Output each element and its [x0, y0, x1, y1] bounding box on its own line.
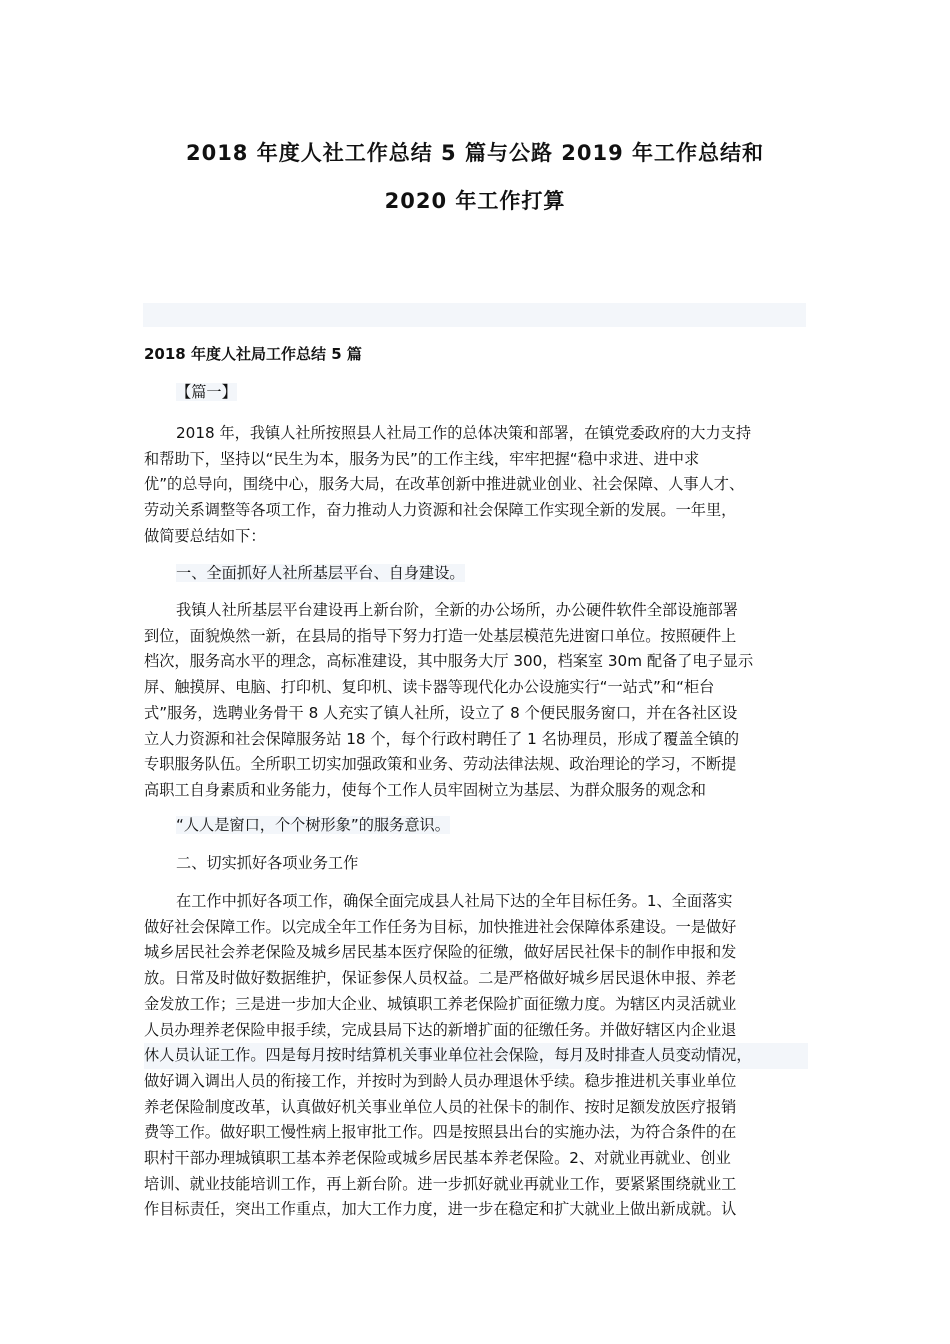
paragraph-4-line: 放。日常及时做好数据维护，保证参保人员权益。二是严格做好城乡居民退休申报、养老 — [144, 969, 737, 988]
paragraph-4-line: 休人员认证工作。四是每月按时结算机关事业单位社会保险，每月及时排查人员变动情况， — [144, 1043, 808, 1069]
paragraph-2-line: 屏、触摸屏、电脑、打印机、复印机、读卡器等现代化办公设施实行“一站式”和“柜台 — [144, 678, 715, 697]
document-title-line2: 2020 年工作打算 — [384, 189, 566, 213]
paragraph-2-line: 立人力资源和社会保障服务站 18 个，每个行政村聘任了 1 名协理员，形成了覆盖全镇的 — [144, 729, 740, 748]
paragraph-1-line: 和帮助下，坚持以“民生为本，服务为民”的工作主线，牢牢把握“稳中求进、进中求 — [144, 449, 700, 468]
paragraph-4-line: 作目标责任，突出工作重点，加大工作力度，进一步在稳定和扩大就业上做出新成就。认 — [144, 1200, 737, 1219]
paragraph-4-line: 在工作中抓好各项工作，确保全面完成县人社局下达的全年目标任务。1、全面落实 — [176, 892, 733, 910]
paragraph-1-line: 2018 年，我镇人社所按照县人社局工作的总体决策和部署，在镇党委政府的大力支持 — [176, 424, 752, 442]
paragraph-4-line: 做好调入调出人员的衔接工作，并按时为到龄人员办理退休乎续。稳步推进机关事业单位 — [144, 1071, 737, 1090]
paragraph-2 — [144, 598, 808, 804]
subheading-2: 二、切实抓好各项业务工作 — [176, 854, 359, 872]
paragraph-4-line: 培训、就业技能培训工作，再上新台阶。进一步抓好就业再就业工作，要紧紧围绕就业工 — [144, 1174, 737, 1193]
paragraph-1-line: 劳动关系调整等各项工作，奋力推动人力资源和社会保障工作实现全新的发展。一年里， — [144, 501, 737, 520]
paragraph-2-line: 档次，服务高水平的理念，高标准建设，其中服务大厅 300，档案室 30m 配备了电子显示 — [144, 652, 754, 671]
section-heading: 2018 年度人社局工作总结 5 篇 — [144, 345, 362, 363]
paragraph-4-line: 职村干部办理城镇职工基本养老保险或城乡居民基本养老保险。2、对就业再就业、创业 — [144, 1149, 731, 1168]
paragraph-4-line: 做好社会保障工作。以完成全年工作任务为目标，加快推进社会保障体系建设。一是做好 — [144, 917, 737, 936]
paragraph-4-line: 人员办理养老保险申报手续，完成县局下达的新增扩面的征缴任务。并做好辖区内企业退 — [144, 1020, 737, 1039]
paragraph-2-line: 我镇人社所基层平台建设再上新台阶，全新的办公场所，办公硬件软件全部设施部署 — [176, 601, 738, 619]
paragraph-4-line: 费等工作。做好职工慢性病上报审批工作。四是按照县出台的实施办法，为符合条件的在 — [144, 1123, 737, 1142]
paragraph-2-line: 式”服务，选聘业务骨干 8 人充实了镇人社所，设立了 8 个便民服务窗口，并在各社区设 — [144, 703, 738, 722]
paragraph-3: “人人是窗口，个个树形象”的服务意识。 — [176, 816, 450, 834]
part-label-block — [144, 380, 808, 406]
heading-1-block — [144, 561, 808, 587]
paragraph-4 — [144, 889, 808, 1223]
part-label: 【篇一】 — [176, 383, 237, 401]
paragraph-1 — [144, 421, 808, 550]
subheading-1: 一、全面抓好人社所基层平台、自身建设。 — [176, 564, 465, 582]
heading-2-block — [144, 851, 808, 877]
paragraph-4-line: 养老保险制度改革，认真做好机关事业单位人员的社保卡的制作、按时足额发放医疗报销 — [144, 1097, 737, 1116]
paragraph-1-line: 做简要总结如下： — [144, 526, 266, 545]
paragraph-4-line: 金发放工作；三是进一步加大企业、城镇职工养老保险扩面征缴力度。为辖区内灵活就业 — [144, 994, 737, 1013]
paragraph-2-line: 到位，面貌焕然一新，在县局的指导下努力打造一处基层模范先进窗口单位。按照硬件上 — [144, 626, 737, 645]
paragraph-3-block — [144, 813, 808, 839]
shaded-divider-band — [143, 303, 806, 327]
document-title-line1: 2018 年度人社工作总结 5 篇与公路 2019 年工作总结和 — [185, 141, 765, 165]
paragraph-2-line: 专职服务队伍。全所职工切实加强政策和业务、劳动法律法规、政治理论的学习，不断提 — [144, 755, 737, 774]
paragraph-1-line: 优”的总导向，围绕中心，服务大局，在改革创新中推进就业创业、社会保障、人事人才、 — [144, 475, 745, 494]
paragraph-2-line: 高职工自身素质和业务能力，使每个工作人员牢固树立为基层、为群众服务的观念和 — [144, 780, 706, 799]
paragraph-4-line: 城乡居民社会养老保险及城乡居民基本医疗保险的征缴，做好居民社保卡的制作申报和发 — [144, 943, 737, 962]
